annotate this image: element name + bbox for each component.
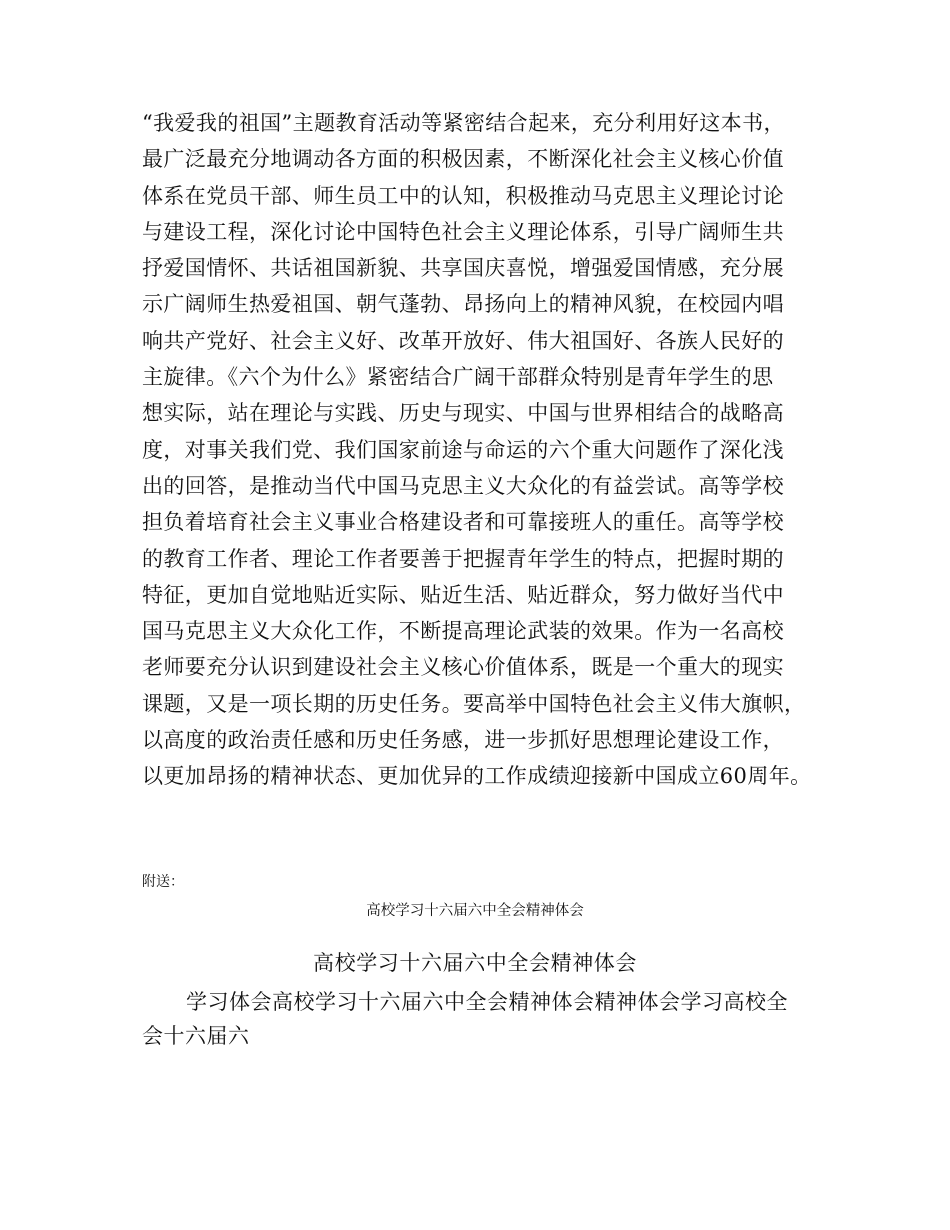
body-line: 以更加昂扬的精神状态、更加优异的工作成绩迎接新中国成立60周年。 [142,764,812,789]
body-line: “我爱我的祖国”主题教育活动等紧密结合起来，充分利用好这本书， [142,111,785,135]
body-line: 特征，更加自觉地贴近实际、贴近生活、贴近群众，努力做好当代中 [142,582,784,607]
attachment-label: 附送： [142,874,184,890]
body-line: 国马克思主义大众化工作，不断提高理论武装的效果。作为一名高校 [142,619,784,644]
attachment-line: 会十六届六 [142,1024,250,1048]
attachment-title-large: 高校学习十六届六中全会精神体会 [313,951,637,975]
body-line: 最广泛最充分地调动各方面的积极因素，不断深化社会主义核心价值 [142,147,784,172]
body-line: 出的回答，是推动当代中国马克思主义大众化的有益尝试。高等学校 [142,473,784,498]
body-line: 担负着培育社会主义事业合格建设者和可靠接班人的重任。高等学校 [142,510,784,535]
body-line: 与建设工程，深化讨论中国特色社会主义理论体系，引导广阔师生共 [142,219,784,244]
body-line: 主旋律。《六个为什么》紧密结合广阔干部群众特别是青年学生的思 [142,365,774,390]
body-line: 课题，又是一项长期的历史任务。要高举中国特色社会主义伟大旗帜， [142,691,806,716]
body-line: 体系在党员干部、师生员工中的认知，积极推动马克思主义理论讨论 [142,183,784,208]
body-line: 的教育工作者、理论工作者要善于把握青年学生的特点，把握时期的 [142,546,784,571]
attachment-line: 学习体会高校学习十六届六中全会精神体会精神体会学习高校全 [186,990,788,1014]
body-line: 老师要充分认识到建设社会主义核心价值体系，既是一个重大的现实 [142,655,784,680]
attachment-paragraph [142,985,842,1053]
body-paragraph [142,105,842,795]
body-line: 想实际，站在理论与实践、历史与现实、中国与世界相结合的战略高 [142,401,784,426]
body-line: 示广阔师生热爱祖国、朝气蓬勃、昂扬向上的精神风貌，在校园内唱 [142,292,784,317]
body-line: 响共产党好、社会主义好、改革开放好、伟大祖国好、各族人民好的 [142,328,784,353]
body-line: 抒爱国情怀、共话祖国新貌、共享国庆喜悦，增强爱国情感，充分展 [142,256,784,281]
attachment-title-small: 高校学习十六届六中全会精神体会 [366,903,584,919]
body-line: 以高度的政治责任感和历史任务感，进一步抓好思想理论建设工作， [142,728,784,753]
body-line: 度，对事关我们党、我们国家前途与命运的六个重大问题作了深化浅 [142,437,784,462]
